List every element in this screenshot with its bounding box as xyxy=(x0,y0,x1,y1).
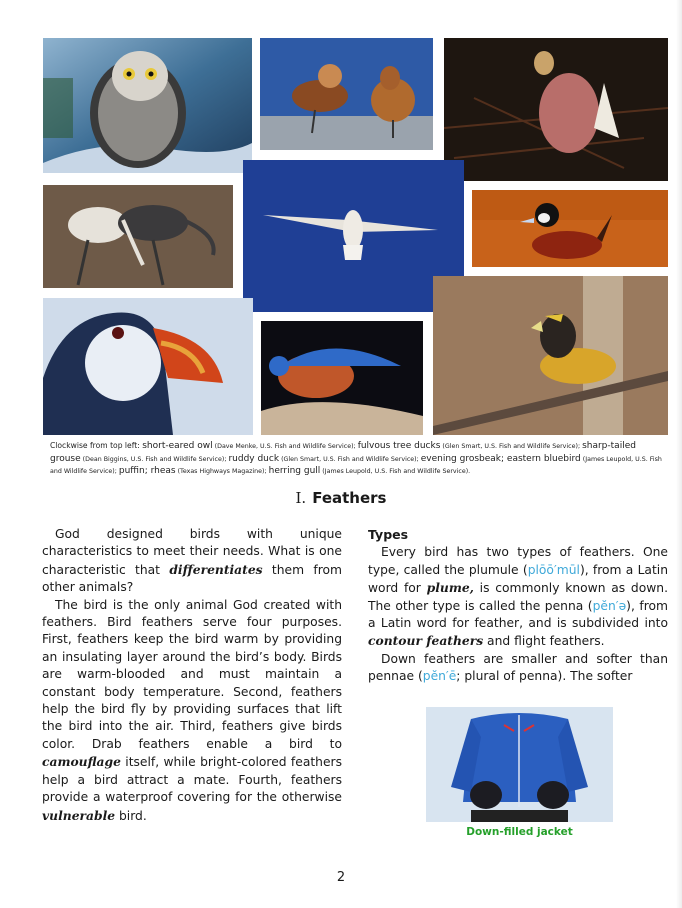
vocab-term: camouflage xyxy=(42,754,121,770)
vocab-term: plume, xyxy=(426,580,474,596)
section-title xyxy=(0,489,682,507)
text-run: ; plural of penna). The softer xyxy=(456,669,633,684)
text-run: Every bird has two types of feathers. One type, called the plumule ( xyxy=(368,545,668,577)
pronunciation: pĕn′ē xyxy=(422,669,457,684)
caption-credit: (Glen Smart, U.S. Fish and Wildlife Service); xyxy=(440,443,583,450)
caption-bird: herring gull xyxy=(268,466,321,476)
paragraph xyxy=(368,651,668,686)
subheading-types: Types xyxy=(368,527,409,542)
paragraph xyxy=(42,526,342,597)
text-run: them from other animals? xyxy=(42,562,343,595)
caption-credit: (Texas Highways Magazine); xyxy=(175,468,269,475)
caption-bird: ruddy duck xyxy=(228,453,280,464)
photo-down-filled-jacket xyxy=(426,707,613,822)
pronunciation: plōō′mūl xyxy=(527,562,580,577)
caption-bird: evening grosbeak; eastern bluebird xyxy=(420,453,581,464)
photo-herring-gull xyxy=(243,160,464,312)
pronunciation: pĕn′ə xyxy=(592,598,627,613)
caption-bird: sharp-tailed grouse xyxy=(50,441,636,464)
right-column xyxy=(368,526,668,686)
caption-credit: (James Leupold, U.S. Fish and Wildlife Service). xyxy=(320,468,471,475)
photo-fulvous-tree-ducks xyxy=(260,38,433,150)
vocab-term: contour feathers xyxy=(368,633,484,649)
photo-sharp-tailed-grouse xyxy=(444,38,668,181)
text-run: The bird is the only animal God created with feathers. Bird feathers serve four purposes. First, feathers keep the bird warm by providing an insulating layer around the bird’s body. Birds are warm-blooded and must maintain a constant body temperature. Second, feathers help the bird fly by providing surfaces that lift the bird into the air. Third, feathers give birds color. Drab feathers enable a bird to xyxy=(42,597,342,751)
caption-credit: (James Leupold, U.S. Fish and Wildlife Service); xyxy=(50,455,662,475)
photo-puffin xyxy=(43,298,253,435)
caption-credit: (Dave Menke, U.S. Fish and Wildlife Service); xyxy=(212,443,358,450)
caption-bird: puffin; rheas xyxy=(118,466,176,476)
text-run: ), from a Latin word for xyxy=(368,562,668,596)
section-number: I. xyxy=(295,489,307,507)
caption-bird: fulvous tree ducks xyxy=(357,441,441,451)
text-run: God designed birds with unique characteristics to meet their needs. What is one characteristic that xyxy=(42,527,342,577)
text-run: ), from a Latin word for feather, and is subdivided into xyxy=(368,598,668,631)
photo-ruddy-duck xyxy=(472,190,668,267)
photo-short-eared-owl xyxy=(43,38,252,173)
paragraph xyxy=(42,597,342,825)
text-run: itself, while bright-colored feathers help a bird attract a mate. Fourth, feathers provide a waterproof covering for the otherwise xyxy=(42,755,342,805)
caption-intro: Clockwise from top left: xyxy=(50,441,143,450)
photo-eastern-bluebird xyxy=(261,321,423,435)
photo-collage-caption xyxy=(50,440,662,478)
text-run: bird. xyxy=(115,808,147,823)
photo-evening-grosbeak xyxy=(433,276,668,435)
page-edge-shadow xyxy=(676,0,682,908)
vocab-term: differentiates xyxy=(169,561,263,577)
section-title-text: Feathers xyxy=(312,489,387,507)
text-run: and flight feathers. xyxy=(483,634,605,649)
text-run: is commonly known as down. The other type is called the penna ( xyxy=(368,581,668,613)
paragraph xyxy=(368,544,668,650)
left-column xyxy=(42,526,342,825)
caption-credit: (Dean Biggins, U.S. Fish and Wildlife Service); xyxy=(80,455,229,463)
figure-caption: Down-filled jacket xyxy=(466,826,573,838)
page-number: 2 xyxy=(336,870,346,885)
text-run: Down feathers are smaller and softer than pennae ( xyxy=(368,651,668,684)
caption-credit: (Glen Smart, U.S. Fish and Wildlife Service); xyxy=(279,455,421,463)
caption-bird: short-eared owl xyxy=(142,441,213,451)
photo-rheas xyxy=(43,185,233,288)
vocab-term: vulnerable xyxy=(42,807,116,823)
